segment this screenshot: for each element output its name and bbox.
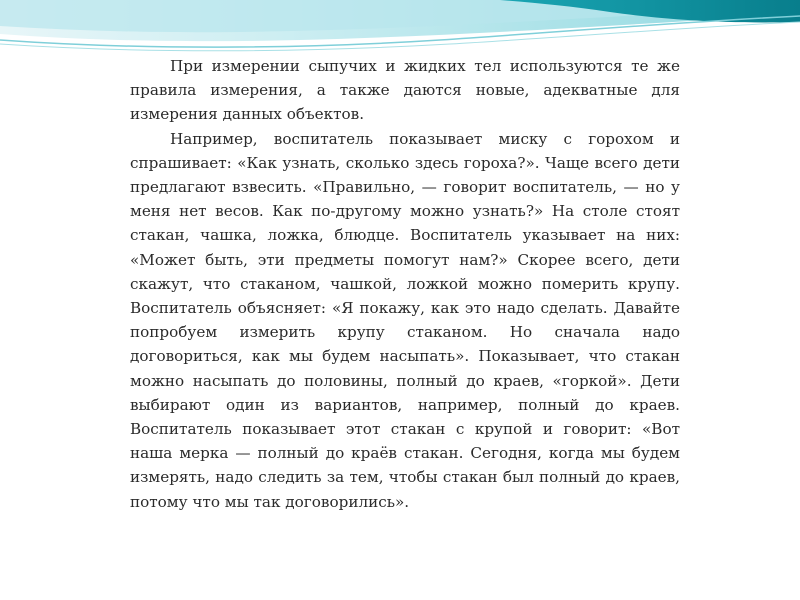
body-text — [130, 54, 680, 514]
paragraph-1: При измерении сыпучих и жидких тел используются те же правила измерения, а также даются новые, адекватные для измерения данных объектов. — [130, 57, 680, 124]
paragraph-2: Например, воспитатель показывает миску с горохом и спрашивает: «Как узнать, сколько здесь гороха?». Чаще всего дети предлагают взвесить. «Правильно, — говорит воспитатель, — но у меня нет весов. Как по-другому можно узнать?» На столе стоят стакан, чашка, ложка, блюдце. Воспитатель указывает на них: «Может быть, эти предметы помогут нам?» Скорее всего, дети скажут, что стаканом, чашкой, ложкой можно померить крупу. Воспитатель объясняет: «Я покажу, как это надо сделать. Давайте попробуем измерить крупу стаканом. Но сначала надо договориться, как мы будем насыпать». Показывает, что стакан можно насыпать до половины, полный до краев, «горкой». Дети выбирают один из вариантов, например, полный до краев. Воспитатель показывает этот стакан с крупой и говорит: «Вот наша мерка — полный до краёв стакан. Сегодня, когда мы будем измерять, надо следить за тем, чтобы стакан был полный до краев, потому что мы так договорились». — [130, 129, 680, 511]
